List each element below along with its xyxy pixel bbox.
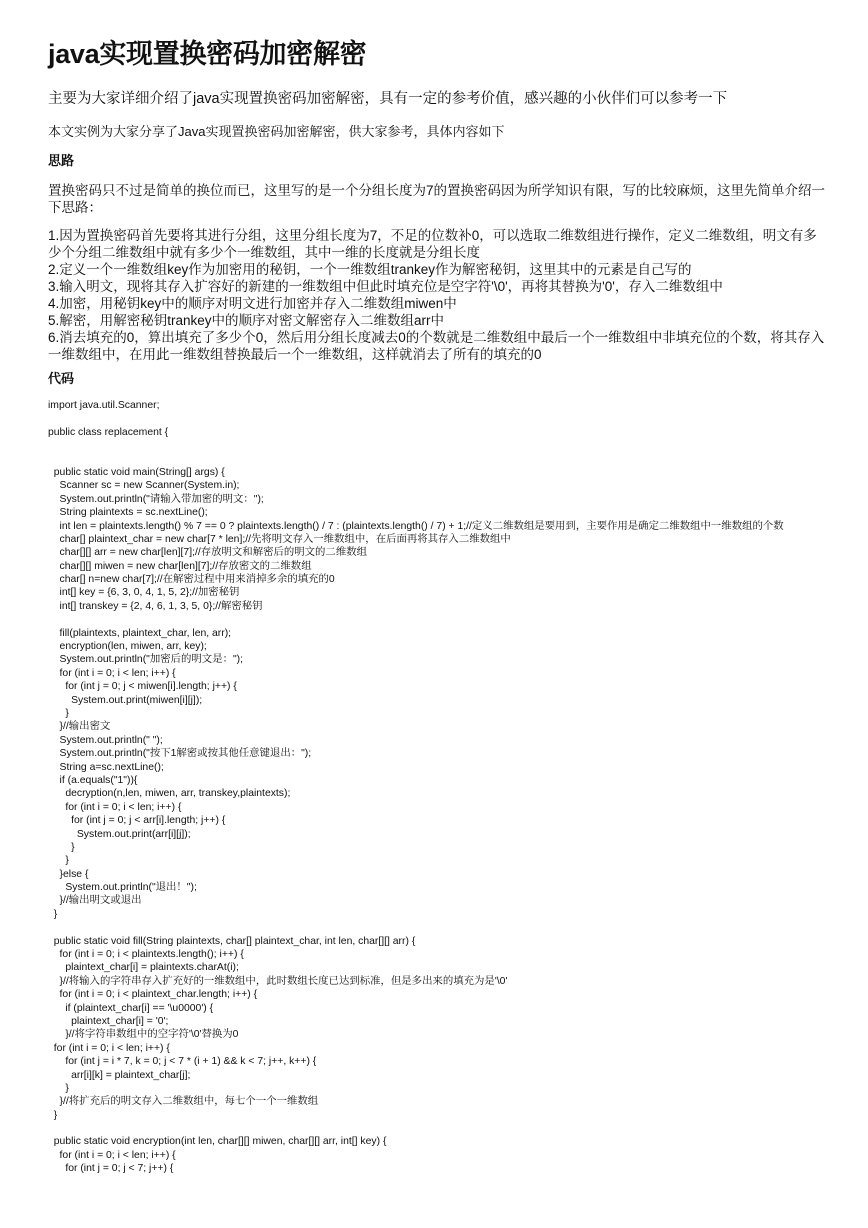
code-line: System.out.println("按下1解密或按其他任意键退出：");: [48, 748, 312, 760]
code-line: decryption(n,len, miwen, arr, transkey,plaintexts);: [48, 788, 291, 800]
idea-steps-list: [48, 227, 826, 363]
code-line: for (int i = 0; i < len; i++) {: [48, 1149, 176, 1161]
article-title: java实现置换密码加密解密: [48, 39, 367, 69]
code-line: for (int i = 0; i < plaintext_char.length; i++) {: [48, 989, 258, 1001]
code-line: }//将扩充后的明文存入二维数组中，每七个一个一维数组: [48, 1096, 319, 1108]
list-item: 2.定义一个一维数组key作为加密用的秘钥，一个一维数组trankey作为解密秘钥，这里其中的元素是自己写的: [48, 262, 692, 277]
code-line: }else {: [48, 868, 89, 880]
code-line: arr[i][k] = plaintext_char[j];: [48, 1069, 191, 1081]
code-line: char[][] arr = new char[len][7];//存放明文和解密后的明文的二维数组: [48, 547, 367, 559]
code-line: int[] transkey = {2, 4, 6, 1, 3, 5, 0};//解密秘钥: [48, 600, 263, 612]
code-line: }: [48, 841, 75, 853]
code-line: System.out.print(arr[i][j]);: [48, 828, 191, 840]
list-item: 1.因为置换密码首先要将其进行分组，这里分组长度为7，不足的位数补0，可以选取二维数组进行操作，定义二维数组，明文有多少个分组二维数组中就有多少个一维数组，其中一维的长度就是分组长度: [48, 228, 817, 260]
code-line: [48, 921, 838, 934]
code-line: }: [48, 1109, 58, 1121]
code-line: System.out.print(miwen[i][j]);: [48, 694, 203, 706]
code-line: }//输出密文: [48, 721, 111, 733]
code-line: System.out.println("退出！");: [48, 882, 197, 894]
article-intro: 本文实例为大家分享了Java实现置换密码加密解密，供大家参考，具体内容如下: [48, 124, 505, 139]
code-line: int[] key = {6, 3, 0, 4, 1, 5, 2};//加密秘钥: [48, 587, 240, 599]
code-line: char[] n=new char[7];//在解密过程中用来消掉多余的填充的0: [48, 574, 335, 586]
code-line: int len = plaintexts.length() % 7 == 0 ? plaintexts.length() / 7 : (plaintexts.length() / 7) + 1;//定义二维数组是要用到，主要作用是确定二维数组中一维数组的个数: [48, 520, 784, 532]
code-line: }//输出明文或退出: [48, 895, 142, 907]
code-line: if (plaintext_char[i] == '\u0000') {: [48, 1002, 214, 1014]
code-line: for (int i = 0; i < len; i++) {: [48, 801, 182, 813]
code-line: public static void encryption(int len, char[][] miwen, char[][] arr, int[] key) {: [48, 1136, 387, 1148]
code-line: }: [48, 707, 69, 719]
code-line: public static void main(String[] args) {: [48, 466, 225, 478]
section-heading-idea: 思路: [48, 153, 75, 168]
code-line: plaintext_char[i] = plaintexts.charAt(i);: [48, 962, 239, 974]
code-line: String plaintexts = sc.nextLine();: [48, 507, 208, 519]
code-line: [48, 439, 838, 452]
code-line: for (int j = 0; j < 7; j++) {: [48, 1163, 174, 1175]
code-line: }//将输入的字符串存入扩充好的一维数组中，此时数组长度已达到标准，但是多出来的填充为是'\0': [48, 975, 508, 987]
code-line: }: [48, 1082, 69, 1094]
code-line: for (int j = i * 7, k = 0; j < 7 * (i + 1) && k < 7; j++, k++) {: [48, 1056, 317, 1068]
code-line: import java.util.Scanner;: [48, 400, 160, 411]
section-heading-code: 代码: [48, 371, 75, 386]
article-summary: 主要为大家详细介绍了java实现置换密码加密解密，具有一定的参考价值，感兴趣的小伙伴们可以参考一下: [48, 91, 728, 107]
code-line: for (int i = 0; i < len; i++) {: [48, 1042, 170, 1054]
list-item: 6.消去填充的0，算出填充了多少个0，然后用分组长度减去0的个数就是二维数组中最后一个一维数组中非填充位的个数，将其存入一维数组中，在用此一维数组替换最后一个一维数组，这样就消去了所有的填充的0: [48, 330, 825, 362]
code-line: fill(plaintexts, plaintext_char, len, arr);: [48, 627, 232, 639]
code-line: [48, 412, 838, 425]
list-item: 5.解密，用解密秘钥trankey中的顺序对密文解密存入二维数组arr中: [48, 313, 445, 328]
code-line: System.out.println(" ");: [48, 734, 163, 746]
code-line: for (int i = 0; i < plaintexts.length(); i++) {: [48, 949, 244, 961]
code-line: System.out.println("加密后的明文是：");: [48, 654, 244, 666]
code-line: }//将字符串数组中的空字符'\0'替换为0: [48, 1029, 239, 1041]
code-line: char[][] miwen = new char[len][7];//存放密文的二维数组: [48, 560, 312, 572]
code-line: Scanner sc = new Scanner(System.in);: [48, 480, 240, 492]
code-line: char[] plaintext_char = new char[7 * len];//先将明文存入一维数组中，在后面再将其存入二维数组中: [48, 533, 511, 545]
code-line: System.out.println("请输入带加密的明文：");: [48, 493, 264, 505]
list-item: 4.加密，用秘钥key中的顺序对明文进行加密并存入二维数组miwen中: [48, 296, 457, 311]
code-block: [48, 399, 838, 1176]
code-line: for (int j = 0; j < arr[i].length; j++) {: [48, 815, 226, 827]
code-line: if (a.equals("1")){: [48, 774, 138, 786]
idea-paragraph: 置换密码只不过是简单的换位而已，这里写的是一个分组长度为7的置换密码因为所学知识有限，写的比较麻烦，这里先简单介绍一下思路：: [48, 183, 826, 215]
code-line: [48, 1122, 838, 1135]
code-line: for (int i = 0; i < len; i++) {: [48, 667, 176, 679]
code-line: }: [48, 855, 69, 867]
code-line: [48, 613, 838, 626]
code-line: for (int j = 0; j < miwen[i].length; j++) {: [48, 681, 237, 693]
code-line: }: [48, 908, 58, 920]
code-line: [48, 453, 838, 466]
code-line: public static void fill(String plaintexts, char[] plaintext_char, int len, char[][] arr) {: [48, 935, 416, 947]
code-line: encryption(len, miwen, arr, key);: [48, 641, 207, 653]
code-line: plaintext_char[i] = '0';: [48, 1015, 169, 1027]
code-line: public class replacement {: [48, 426, 169, 438]
code-line: String a=sc.nextLine();: [48, 761, 164, 773]
list-item: 3.输入明文，现将其存入扩容好的新建的一维数组中但此时填充位是空字符'\0'，再将其替换为'0'，存入二维数组中: [48, 279, 723, 294]
